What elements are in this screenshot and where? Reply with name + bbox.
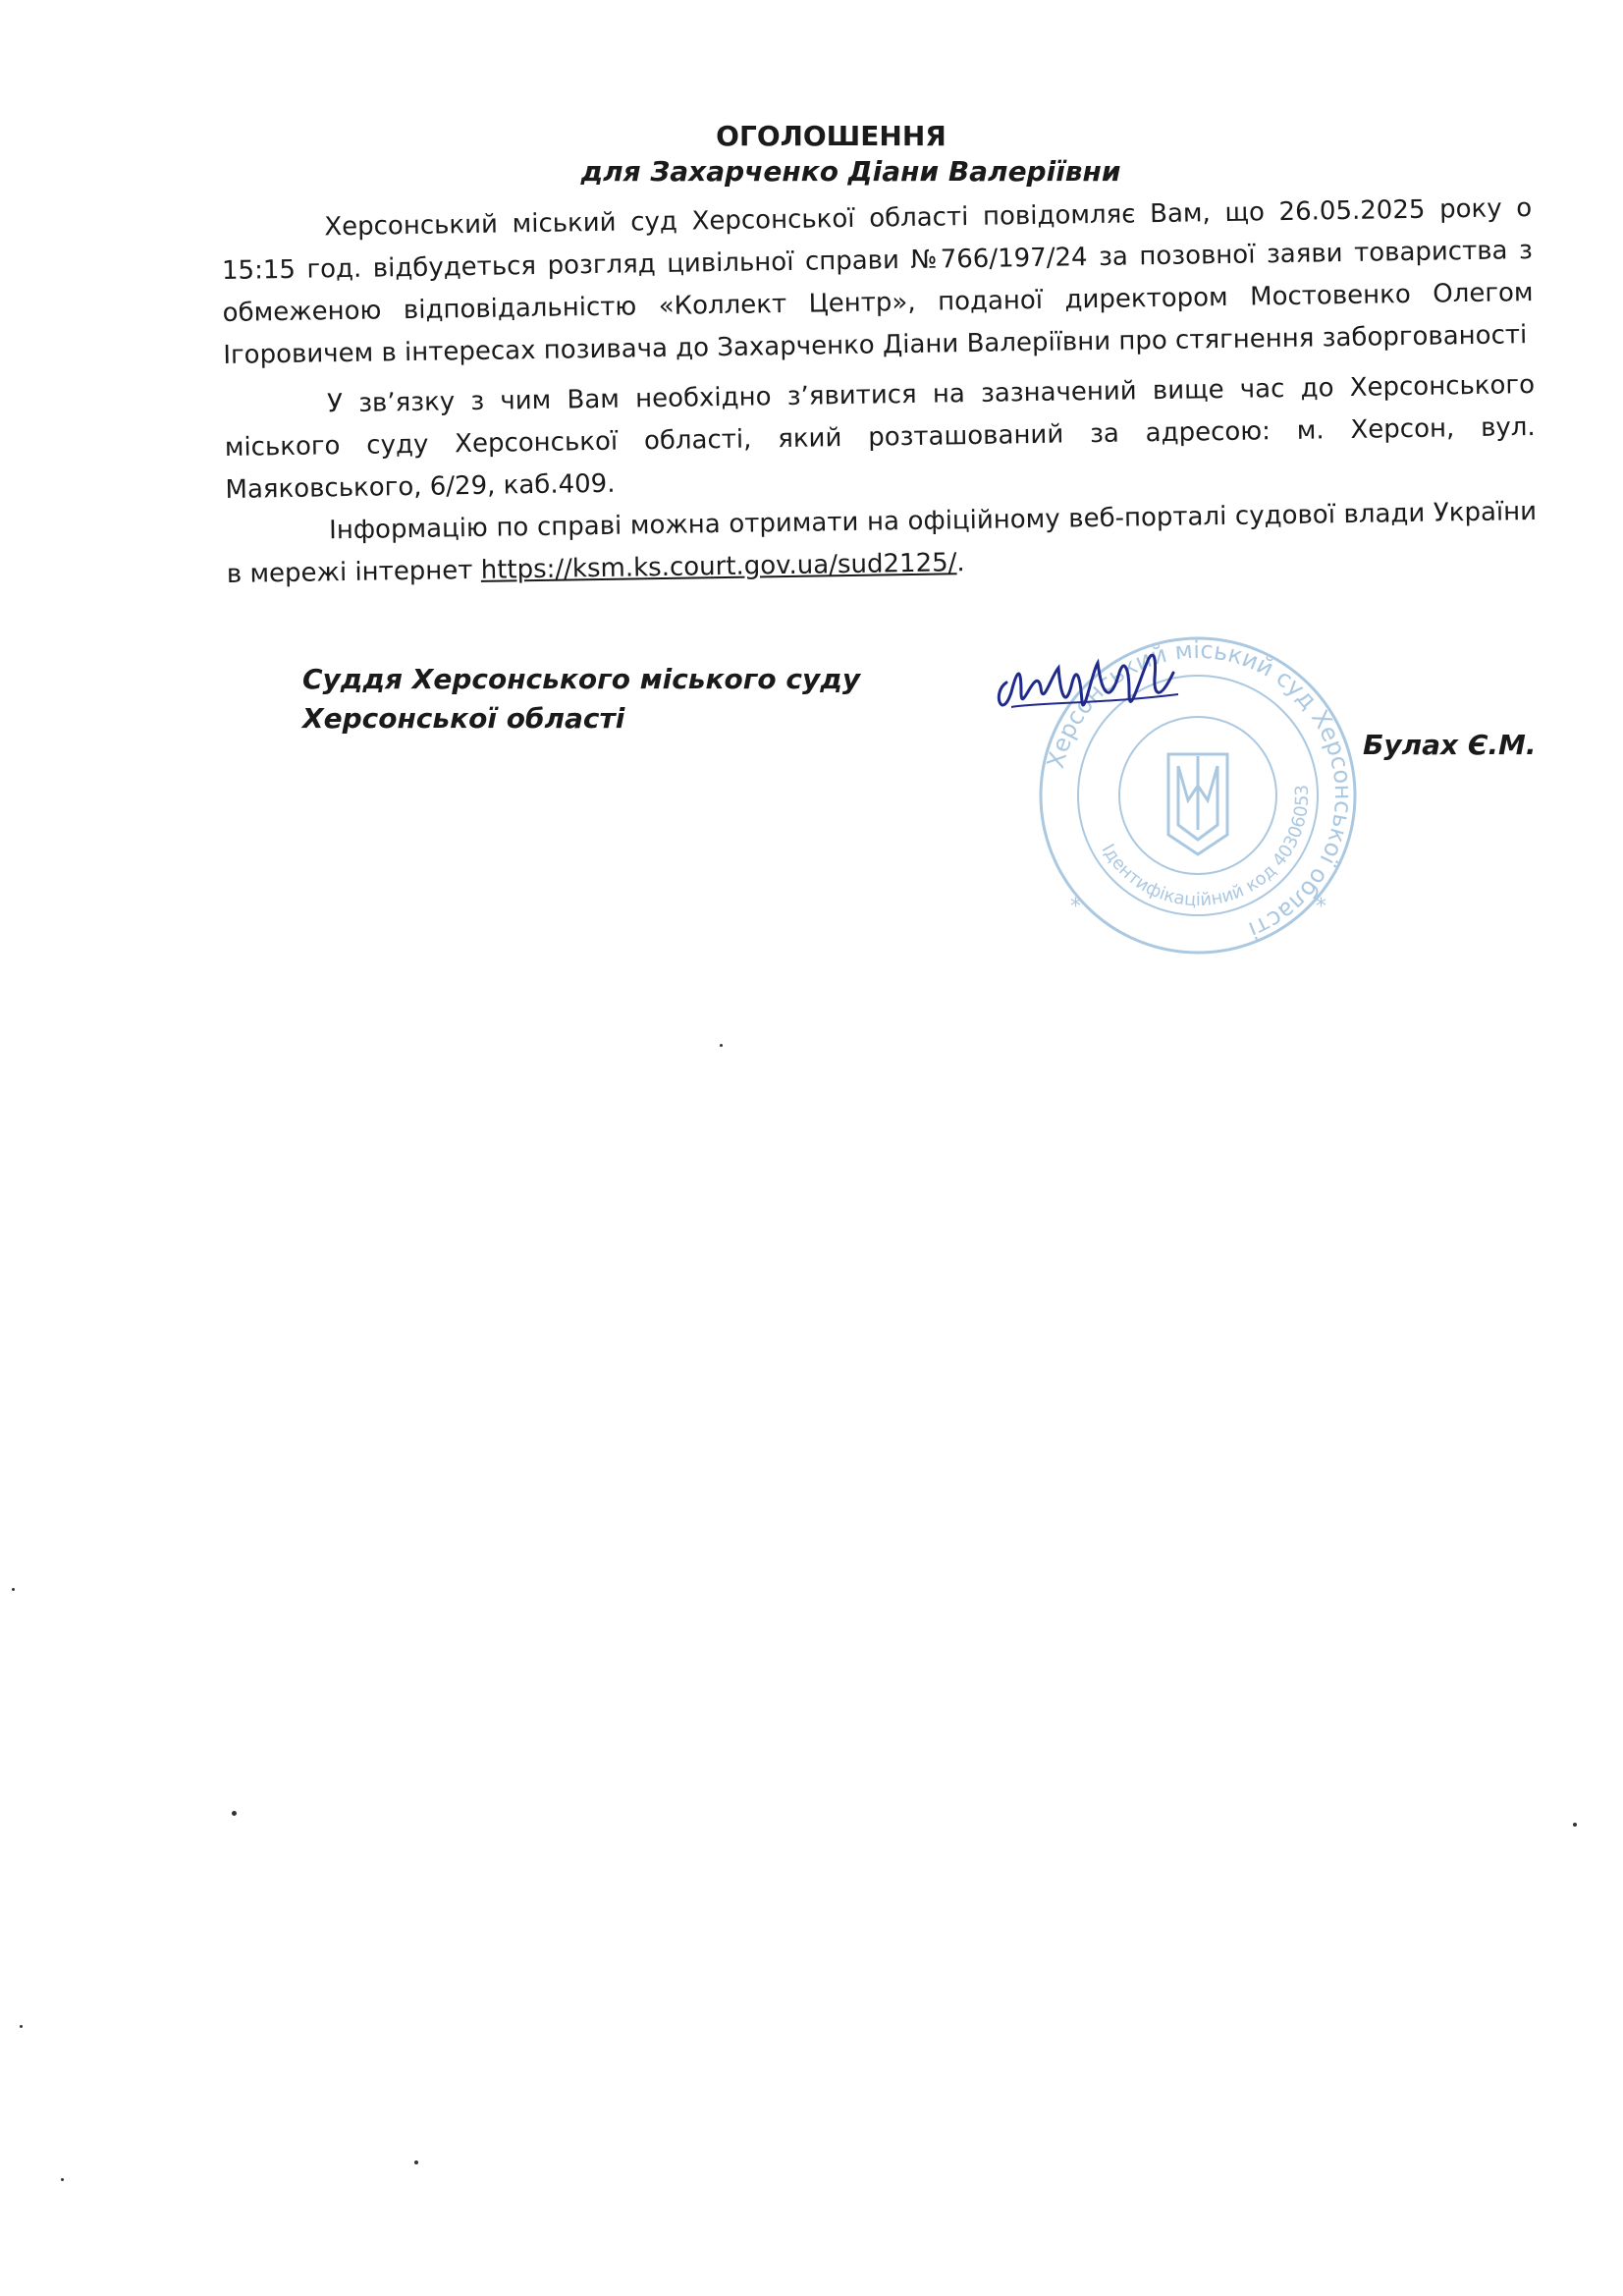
scan-speck [414,2160,418,2164]
scan-speck [12,1588,15,1591]
court-portal-link[interactable]: https://ksm.ks.court.gov.ua/sud2125/ [480,548,957,585]
seal-star-left-icon: * [1070,895,1081,919]
info-suffix: . [956,548,965,578]
scan-speck [61,2178,64,2181]
judge-name: Булах Є.М. [1363,729,1537,761]
paragraph-appearance-request: У зв’язку з чим Вам необхідно з’явитися на зазначений вище час до Херсонського міського суду Херсонської області, який розташований за адресою: м. Херсон, вул. Маяковського, 6/29, каб.409. [224,370,1536,505]
judge-title-line1: Суддя Херсонського міського суду [302,663,861,695]
paragraph-hearing-notice: Херсонський міський суд Херсонської області повідомляє Вам, що 26.05.2025 року о 15:15 год. відбудеться розгляд цивільної справи №766/197/24 за позовної заяви товариства з обмеженою відповідальністю «Коллект Центр», поданої директором Мостовенко Олегом Ігоровичем в інтересах позивача до Захарченко Діани Валеріївни про стягнення заборгованості [221,193,1534,370]
handwritten-signature [982,633,1198,751]
scan-speck [232,1811,237,1816]
trident-emblem-icon [1168,754,1227,854]
announcement-recipient: для Захарченко Діани Валеріївни [580,155,1121,188]
judge-title-line2: Херсонської області [302,702,625,735]
announcement-body [221,188,1538,596]
scan-speck [720,1044,723,1047]
scan-speck [20,2025,23,2028]
info-text: Інформацію по справі можна отримати на офіційному веб-порталі судової влади України в мережі інтернет [226,496,1538,589]
scan-speck [1573,1823,1577,1827]
seal-inner-text: Ідентифікаційний код 40306053 [1097,784,1314,911]
seal-star-right-icon: * [1316,895,1326,919]
judge-title [302,660,860,738]
announcement-title: ОГОЛОШЕННЯ [716,120,947,152]
seal-outer-text: Херсонський міський суд Херсонської області [1041,635,1358,945]
